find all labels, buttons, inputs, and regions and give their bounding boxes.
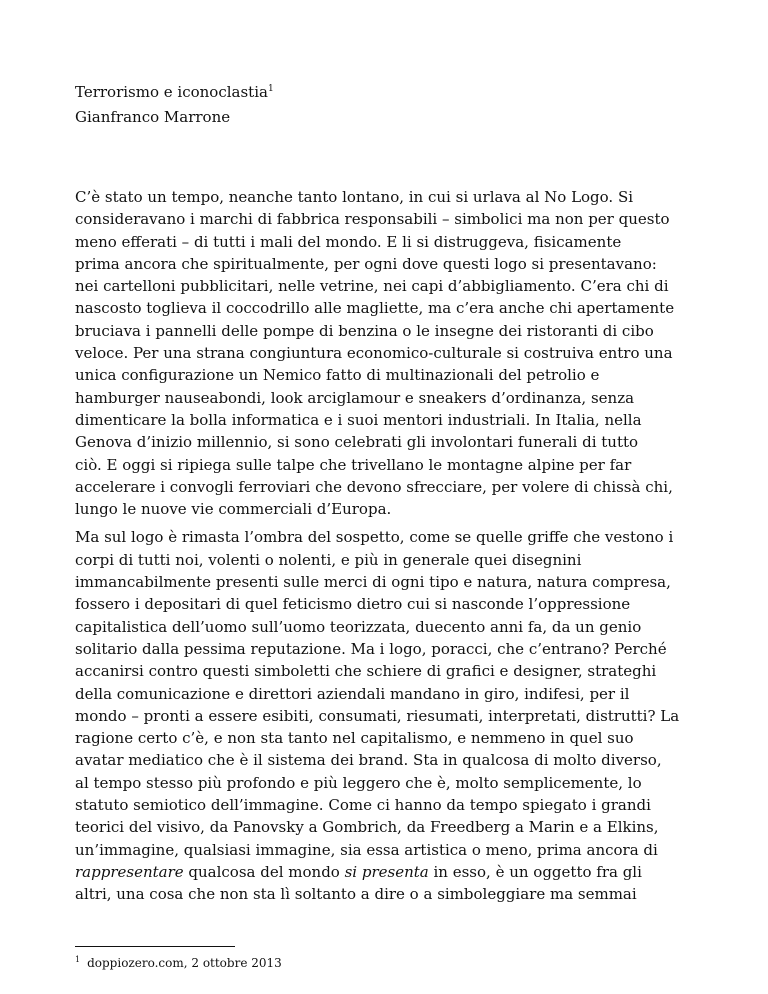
footnote-text: doppiozero.com, 2 ottobre 2013 — [87, 956, 282, 970]
title-text: Terrorismo e iconoclastia — [75, 83, 268, 101]
body-text — [75, 186, 715, 906]
emphasis-si-presenta: si presenta — [344, 862, 429, 881]
footnote-divider — [75, 946, 235, 947]
document-page — [75, 80, 715, 912]
title-footnote-mark: 1 — [267, 84, 274, 94]
document-title — [75, 80, 715, 105]
paragraph-2 — [75, 526, 715, 905]
paragraph-1: C’è stato un tempo, neanche tanto lontano, in cui si urlava al No Logo. Si consideravano i marchi di fabbrica responsabili – simbolici ma non per questo meno efferati – di tutti i mali del mondo. E li si distruggeva, fisicamente prima ancora che spiritualmente, per ogni dove questi logo si presentavano: nei cartelloni pubblicitari, nelle vetrine, nei capi d’abbigliamento. C’era chi di nascosto toglieva il coccodrillo alle magliette, ma c’era anche chi apertamente bruciava i pannelli delle pompe di benzina o le insegne dei ristoranti di cibo veloce. Per una strana congiuntura economico-culturale si costruiva entro una unica configurazione un Nemico fatto di multinazionali del petrolio e hamburger nauseabondi, look arciglamour e sneakers d’ordinanza, senza dimenticare la bolla informatica e i suoi mentori industriali. In Italia, nella Genova d’inizio millennio, si sono celebrati gli involontari funerali di tutto ciò. E oggi si ripiega sulle talpe che trivellano le montagne alpine per far accelerare i convogli ferroviari che devono sfrecciare, per volere di chissà chi, lungo le nuove vie commerciali d’Europa. — [75, 188, 675, 519]
emphasis-rappresentare: rappresentare — [75, 862, 184, 881]
paragraph-2-mid: qualcosa del mondo — [183, 862, 345, 881]
paragraph-2-main: Ma sul logo è rimasta l’ombra del sospetto, come se quelle griffe che vestono i corpi di tutti noi, volenti o nolenti, e più in generale quei disegnini immancabilmente presenti sulle merci di ogni tipo e natura, natura compresa, fossero i depositari di quel feticismo dietro cui si nasconde l’oppressione capitalistica dell’uomo sull’uomo teorizzata, duecento anni fa, da un genio solitario dalla pessima reputazione. Ma i logo, poracci, che c’entrano? Perché accanirsi contro questi simboletti che schiere di grafici e designer, strateghi della comunicazione e direttori aziendali mandano in giro, indifesi, per il mondo – pronti a essere esibiti, consumati, riesumati, interpretati, distrutti? La ragione certo c’è, e non sta tanto nel capitalismo, e nemmeno in quel suo avatar mediatico che è il sistema dei brand. Sta in qualcosa di molto diverso, al tempo stesso più profondo e più leggero che è, molto semplicemente, lo statuto semiotico dell’immagine. Come ci hanno da tempo spiegato i grandi teorici del visivo, da Panovsky a Gombrich, da Freedberg a Marin e a Elkins, un’immagine, qualsiasi immagine, sia essa artistica o meno, prima ancora di — [75, 528, 680, 859]
document-author: Gianfranco Marrone — [75, 108, 231, 126]
footnote-mark: 1 — [75, 955, 81, 964]
paragraph-2-tail: in esso, è un oggetto fra gli altri, una cosa che non sta lì soltanto a dire o a simboleggiare ma semmai — [75, 862, 642, 904]
footnote — [75, 954, 282, 972]
